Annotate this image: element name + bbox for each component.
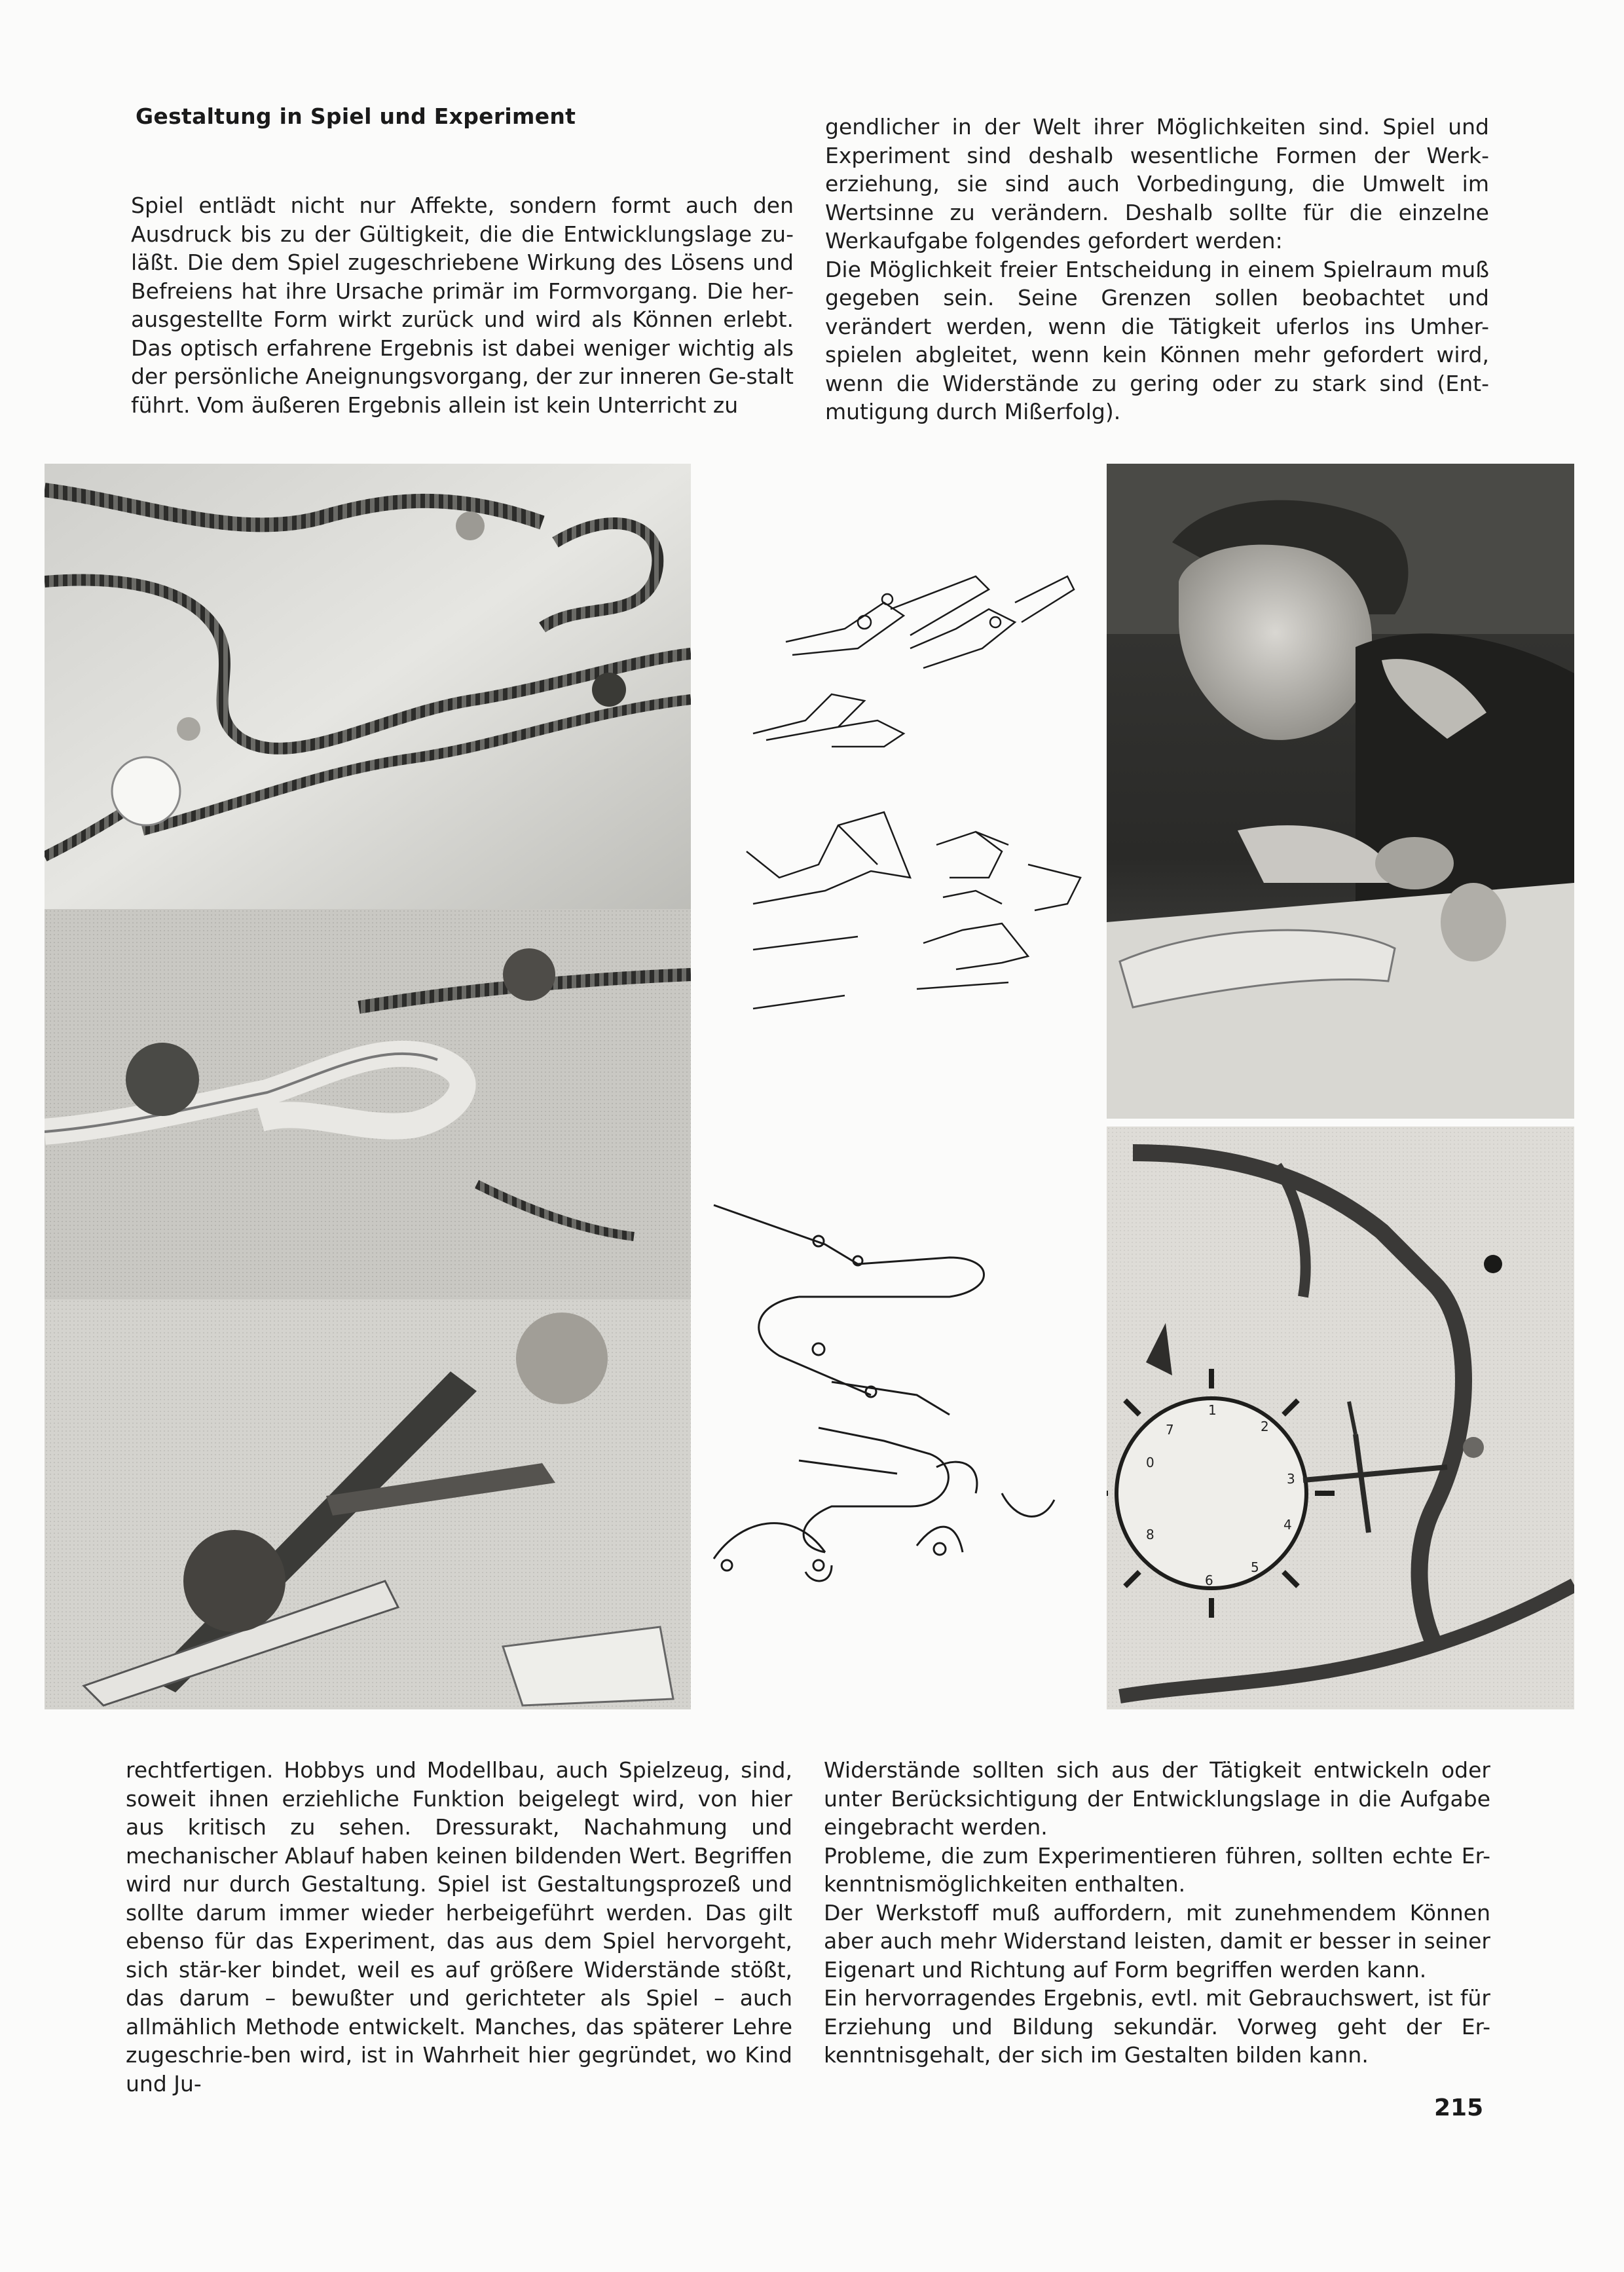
text-column-top-right	[825, 113, 1489, 426]
text-column-bottom-left	[126, 1756, 792, 2098]
paragraph: Der Werkstoff muß auffordern, mit zunehmendem Können aber auch mehr Widerstand leisten, damit er besser in seiner Eigenart und Richtung auf Form begriffen werden kann.	[824, 1899, 1490, 1983]
paragraph: Widerstände sollten sich aus der Tätigkeit entwickeln oder unter Berücksichtigung der Entwicklungslage in die Aufgabe eingebracht werden.	[824, 1757, 1490, 1840]
dial-number: 2	[1261, 1419, 1269, 1434]
dial-number: 7	[1166, 1422, 1174, 1438]
dial-number: 3	[1287, 1471, 1295, 1487]
paragraph: rechtfertigen. Hobbys und Modellbau, auch Spielzeug, sind, soweit ihnen erziehliche Funktion beigelegt wird, von hier aus kritisch zu sehen. Dressurakt, Nachahmung und mechanischer Ablauf haben keinen bildenden Wert. Begriffen wird nur durch Gestaltung. Spiel ist Gestaltungsprozeß und sollte darum immer wieder herbeigeführt werden. Das gilt ebenso für das Experiment, das aus dem Spiel hervorgeht, sich stär-ker bindet, weil es auf größere Widerstände stößt, das darum – bewußter und gerichteter als Spiel – auch allmählich Methode entwickelt. Manches, das späterer Lehre zugeschrie-ben wird, ist in Wahrheit hier gegründet, wo Kind und Ju-	[126, 1757, 792, 2096]
photo-dial-track	[1107, 1127, 1574, 1709]
paragraph: Spiel entlädt nicht nur Affekte, sondern formt auch den Ausdruck bis zu der Gültigkeit, die die Entwicklungslage zu-läßt. Die dem Spiel zugeschriebene Wirkung des Lösens und Befreiens hat ihre Ursache primär im Formvorgang. Die her-ausgestellte Form wirkt zurück und wird als Können erlebt. Das optisch erfahrene Ergebnis ist dabei weniger wichtig als der persönliche Aneignungsvorgang, der zur inneren Ge-stalt führt. Vom äußeren Ergebnis allein ist kein Unterricht zu	[131, 193, 794, 418]
photo-marble-ramp	[45, 1299, 691, 1709]
sketch-track-elements-1	[727, 537, 1107, 1048]
paragraph: Ein hervorragendes Ergebnis, evtl. mit Gebrauchswert, ist für Erziehung und Bildung sekundär. Vorweg geht der Er-kenntnisgehalt, der sich im Gestalten bilden kann.	[824, 1985, 1490, 2068]
dial-number: 5	[1251, 1559, 1259, 1575]
paragraph: Probleme, die zum Experimentieren führen, sollten echte Er-kenntnismöglichkeiten enthalten.	[824, 1842, 1490, 1897]
dial-number: 6	[1205, 1573, 1213, 1588]
paragraph: gendlicher in der Welt ihrer Möglichkeiten sind. Spiel und Experiment sind deshalb wesentliche Formen der Werk-erziehung, sie sind auch Vorbedingung, die Umwelt im Wertsinne zu verändern. Deshalb sollte für die einzelne Werkaufgabe folgendes gefordert werden:	[825, 114, 1489, 253]
dial-number: 4	[1283, 1517, 1292, 1533]
paragraph: Die Möglichkeit freier Entscheidung in einem Spielraum muß gegeben sein. Seine Grenzen sollen beobachtet und verändert werden, wenn die Tätigkeit uferlos ins Umher-spielen abgleitet, wenn kein Können mehr gefordert wird, wenn die Widerstände zu gering oder zu stark sind (Ent-mutigung durch Mißerfolg).	[825, 256, 1489, 424]
section-heading: Gestaltung in Spiel und Experiment	[136, 103, 576, 129]
dial-number: 8	[1146, 1527, 1154, 1542]
sketch-track-elements-2	[701, 1179, 1080, 1598]
text-column-top-left	[131, 191, 794, 419]
page-number: 215	[1434, 2095, 1484, 2121]
photo-boy-working	[1107, 464, 1574, 1119]
text-column-bottom-right	[824, 1756, 1490, 2070]
photo-marble-track-ribbon	[45, 909, 691, 1299]
dial-number: 0	[1146, 1455, 1154, 1470]
photo-marble-track-corrugated	[45, 464, 691, 909]
dial-number: 1	[1208, 1402, 1217, 1418]
